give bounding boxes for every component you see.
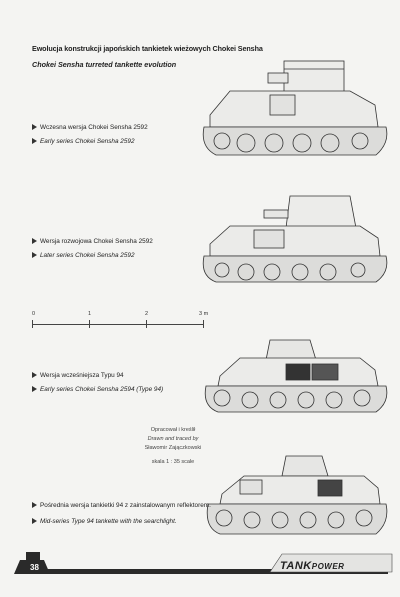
scale-bar — [32, 318, 204, 328]
tank-drawing-3 — [200, 330, 390, 420]
bullet-arrow-icon — [32, 138, 37, 144]
page-title-polish: Ewolucja konstrukcji japońskich tankietek wieżowych Chokei Sensha — [32, 44, 263, 53]
variant-4-english: Mid-series Type 94 tankette with the searchlight. — [32, 518, 177, 525]
variant-1-polish: Wczesna wersja Chokei Sensha 2592 — [32, 124, 148, 131]
scale-tick-0: 0 — [32, 311, 36, 317]
tank-drawing-4 — [200, 450, 390, 545]
bullet-arrow-icon — [32, 252, 37, 258]
tank-drawing-2 — [200, 190, 390, 290]
variant-3-english: Early series Chokei Sensha 2594 (Type 94) — [32, 386, 163, 393]
scale-tick-1: 1 — [88, 311, 92, 317]
variant-4-polish: Pośrednia wersja tankietki 94 z zainstalowanym reflektorem. — [32, 502, 211, 509]
bullet-arrow-icon — [32, 124, 37, 130]
bullet-arrow-icon — [32, 386, 37, 392]
variant-2-polish: Wersja rozwojowa Chokei Sensha 2592 — [32, 238, 153, 245]
variant-2-english: Later series Chokei Sensha 2592 — [32, 252, 135, 259]
credits-scale: skala 1 : 35 scale — [151, 459, 195, 465]
bullet-arrow-icon — [32, 518, 37, 524]
credits-author: Sławomir Zajączkowski — [144, 445, 202, 451]
scale-tick-3: 3 m — [199, 311, 209, 317]
page-title-english: Chokei Sensha turreted tankette evolution — [32, 60, 177, 69]
magazine-logo: TANKPOWER — [280, 560, 345, 572]
page-number: 38 — [30, 563, 39, 572]
variant-3-polish: Wersja wcześniejsza Typu 94 — [32, 372, 124, 379]
bullet-arrow-icon — [32, 502, 37, 508]
bullet-arrow-icon — [32, 372, 37, 378]
credits-line-1: Opracował i kreślił — [150, 427, 196, 433]
credits-line-2: Drawn and traced by — [147, 436, 199, 442]
variant-1-english: Early series Chokei Sensha 2592 — [32, 138, 135, 145]
scale-tick-2: 2 — [145, 311, 149, 317]
bullet-arrow-icon — [32, 238, 37, 244]
tank-drawing-1 — [200, 55, 390, 165]
